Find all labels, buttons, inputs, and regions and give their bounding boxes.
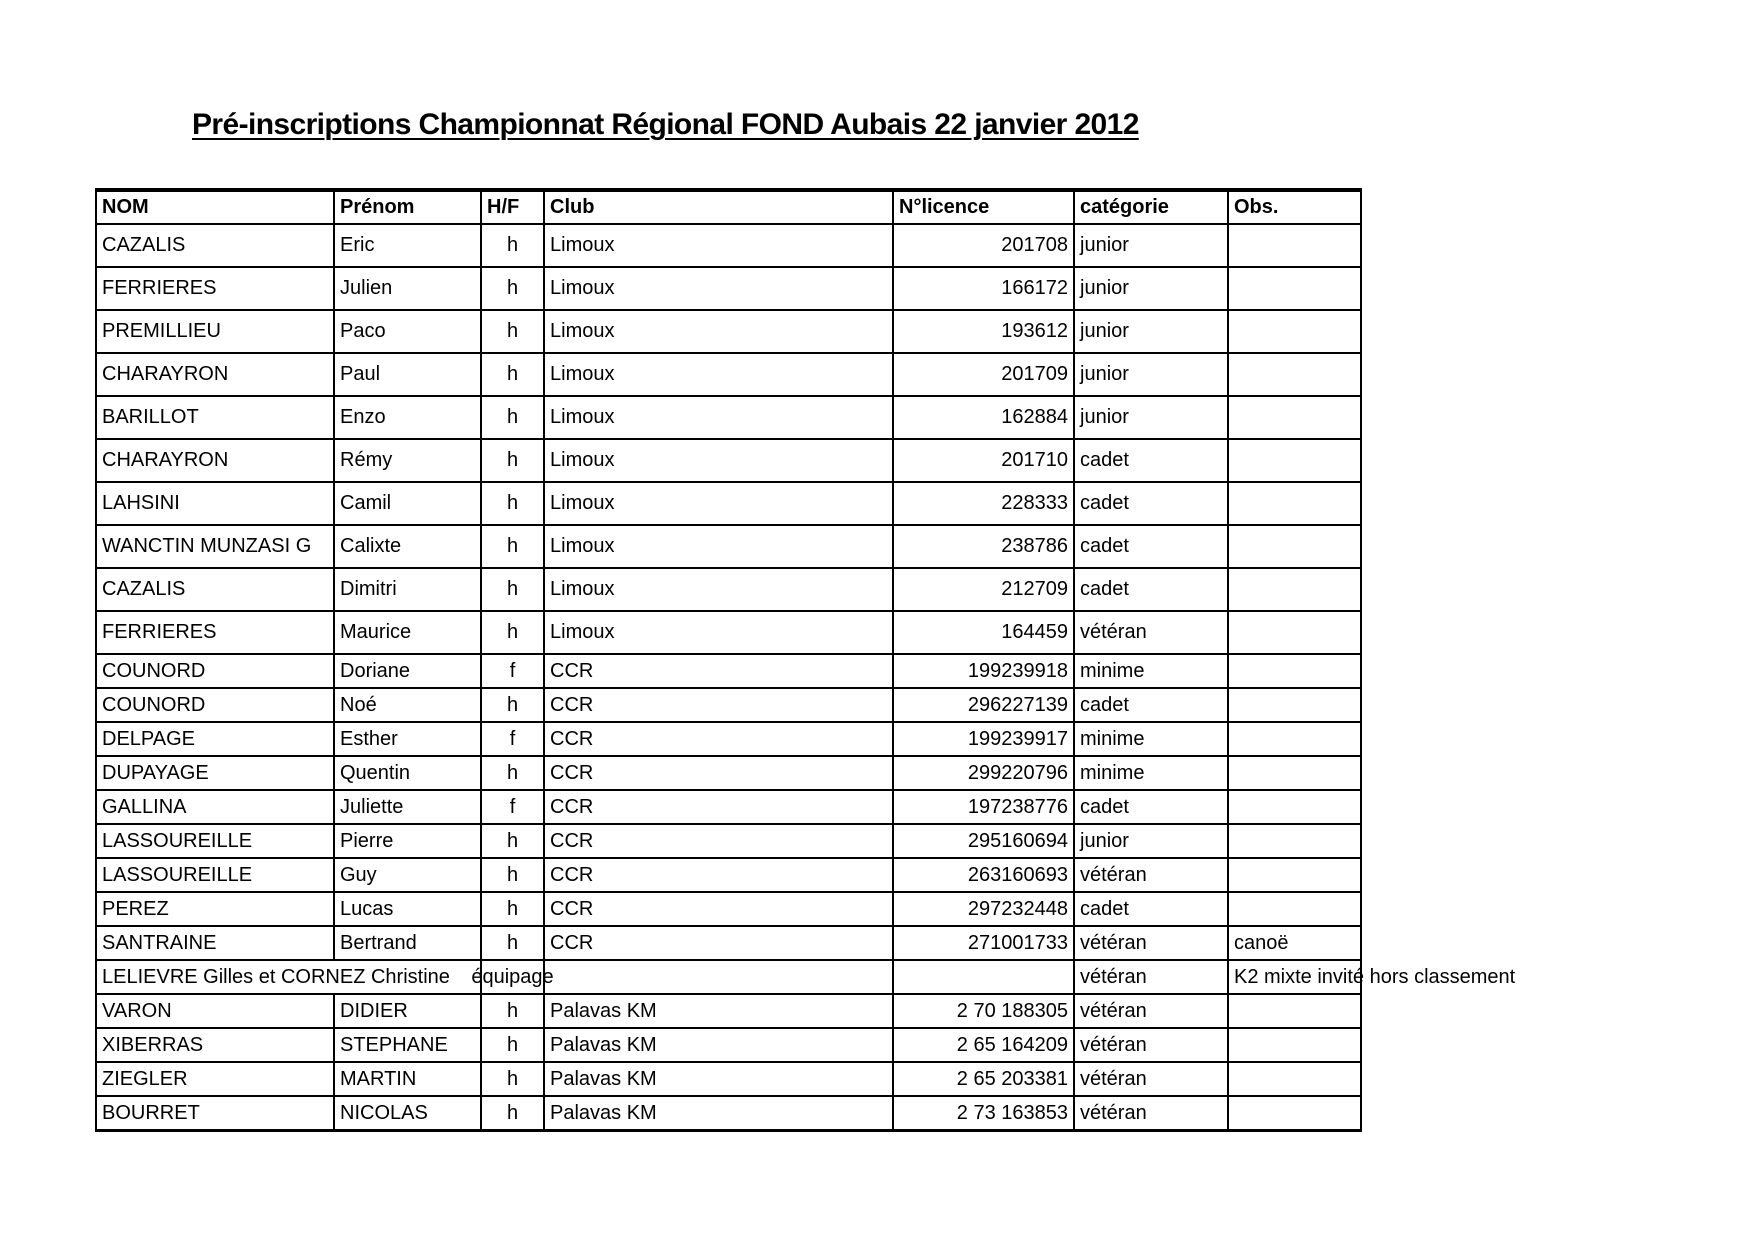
cell-nom-text: LELIEVRE Gilles et CORNEZ Christine bbox=[102, 965, 450, 988]
cell-categorie: cadet bbox=[1074, 688, 1228, 722]
cell-nom: WANCTIN MUNZASI G bbox=[96, 525, 334, 568]
cell-nom: ZIEGLER bbox=[96, 1062, 334, 1096]
cell-obs bbox=[1228, 892, 1361, 926]
cell-nom: XIBERRAS bbox=[96, 1028, 334, 1062]
cell-prenom: NICOLAS bbox=[334, 1096, 481, 1131]
column-header-nom: NOM bbox=[96, 190, 334, 224]
cell-hf: f bbox=[481, 722, 544, 756]
cell-hf: h bbox=[481, 1028, 544, 1062]
table-row bbox=[96, 396, 1361, 439]
cell-hf: f bbox=[481, 654, 544, 688]
cell-nom: VARON bbox=[96, 994, 334, 1028]
table-row bbox=[96, 892, 1361, 926]
cell-hf: h bbox=[481, 824, 544, 858]
table-body bbox=[96, 224, 1516, 1131]
cell-obs: canoë bbox=[1228, 926, 1361, 960]
cell-prenom: Julien bbox=[334, 267, 481, 310]
cell-nom: BOURRET bbox=[96, 1096, 334, 1131]
table-row bbox=[96, 482, 1361, 525]
cell-prenom: Doriane bbox=[334, 654, 481, 688]
column-header-categorie: catégorie bbox=[1074, 190, 1228, 224]
cell-licence: 201708 bbox=[893, 224, 1074, 267]
cell-obs bbox=[1228, 654, 1361, 688]
cell-categorie: cadet bbox=[1074, 525, 1228, 568]
cell-nom: GALLINA bbox=[96, 790, 334, 824]
table-row bbox=[96, 994, 1361, 1028]
cell-prenom: Quentin bbox=[334, 756, 481, 790]
cell-categorie: cadet bbox=[1074, 482, 1228, 525]
cell-nom: FERRIERES bbox=[96, 611, 334, 654]
cell-nom: DUPAYAGE bbox=[96, 756, 334, 790]
cell-hf: h bbox=[481, 892, 544, 926]
column-header-hf: H/F bbox=[481, 190, 544, 224]
cell-hf: h bbox=[481, 482, 544, 525]
cell-club: CCR bbox=[544, 722, 893, 756]
column-header-obs: Obs. bbox=[1228, 190, 1361, 224]
cell-hf: h bbox=[481, 926, 544, 960]
table-row bbox=[96, 611, 1361, 654]
cell-hf-text: équipage bbox=[471, 965, 554, 988]
cell-hf bbox=[471, 960, 554, 994]
cell-hf: h bbox=[481, 353, 544, 396]
cell-nom: SANTRAINE bbox=[96, 926, 334, 960]
cell-licence: 271001733 bbox=[893, 926, 1074, 960]
cell-licence: 212709 bbox=[893, 568, 1074, 611]
cell-prenom: Eric bbox=[334, 224, 481, 267]
cell-obs bbox=[1228, 756, 1361, 790]
cell-prenom: Camil bbox=[334, 482, 481, 525]
cell-obs bbox=[1228, 568, 1361, 611]
cell-prenom: Rémy bbox=[334, 439, 481, 482]
table-row bbox=[96, 824, 1361, 858]
cell-categorie: junior bbox=[1074, 396, 1228, 439]
cell-licence: 166172 bbox=[893, 267, 1074, 310]
cell-club: Limoux bbox=[544, 267, 893, 310]
cell-prenom: Pierre bbox=[334, 824, 481, 858]
cell-licence: 164459 bbox=[893, 611, 1074, 654]
cell-categorie: junior bbox=[1074, 224, 1228, 267]
table-row bbox=[96, 1096, 1361, 1131]
cell-hf: h bbox=[481, 611, 544, 654]
cell-nom: PEREZ bbox=[96, 892, 334, 926]
cell-club: Limoux bbox=[544, 525, 893, 568]
cell-obs bbox=[1228, 439, 1361, 482]
cell-obs bbox=[1228, 611, 1361, 654]
cell-licence: 199239918 bbox=[893, 654, 1074, 688]
table-row bbox=[96, 353, 1361, 396]
registration-table bbox=[95, 188, 1516, 1132]
cell-licence: 197238776 bbox=[893, 790, 1074, 824]
cell-licence: 201710 bbox=[893, 439, 1074, 482]
cell-categorie: vétéran bbox=[1074, 611, 1228, 654]
cell-categorie: junior bbox=[1074, 310, 1228, 353]
cell-club: Limoux bbox=[544, 310, 893, 353]
cell-obs bbox=[1228, 1096, 1361, 1131]
cell-nom: COUNORD bbox=[96, 654, 334, 688]
cell-nom: CHARAYRON bbox=[96, 439, 334, 482]
cell-licence: 2 70 188305 bbox=[893, 994, 1074, 1028]
cell-prenom: Maurice bbox=[334, 611, 481, 654]
table-row bbox=[96, 688, 1361, 722]
table-header-row bbox=[96, 190, 1361, 224]
cell-club bbox=[544, 960, 893, 994]
table-row bbox=[96, 1028, 1361, 1062]
cell-categorie: junior bbox=[1074, 353, 1228, 396]
table-row bbox=[96, 310, 1361, 353]
cell-nom: LAHSINI bbox=[96, 482, 334, 525]
cell-licence: 2 65 203381 bbox=[893, 1062, 1074, 1096]
table-row bbox=[96, 960, 1361, 994]
cell-club: Limoux bbox=[544, 611, 893, 654]
cell-licence: 295160694 bbox=[893, 824, 1074, 858]
cell-licence: 193612 bbox=[893, 310, 1074, 353]
cell-obs bbox=[1228, 1062, 1361, 1096]
cell-categorie: vétéran bbox=[1074, 1028, 1228, 1062]
table-row bbox=[96, 926, 1361, 960]
table-row bbox=[96, 224, 1361, 267]
cell-licence: 228333 bbox=[893, 482, 1074, 525]
cell-obs bbox=[1228, 525, 1361, 568]
cell-hf: h bbox=[481, 1062, 544, 1096]
cell-hf: h bbox=[481, 688, 544, 722]
cell-club: Palavas KM bbox=[544, 994, 893, 1028]
cell-nom: FERRIERES bbox=[96, 267, 334, 310]
cell-prenom: Paul bbox=[334, 353, 481, 396]
cell-licence: 201709 bbox=[893, 353, 1074, 396]
cell-licence: 2 73 163853 bbox=[893, 1096, 1074, 1131]
cell-prenom: Bertrand bbox=[334, 926, 481, 960]
cell-hf: h bbox=[481, 396, 544, 439]
cell-obs bbox=[1228, 688, 1361, 722]
cell-licence: 162884 bbox=[893, 396, 1074, 439]
cell-club: CCR bbox=[544, 790, 893, 824]
cell-categorie: cadet bbox=[1074, 568, 1228, 611]
cell-club: CCR bbox=[544, 858, 893, 892]
cell-club: Limoux bbox=[544, 482, 893, 525]
table-row bbox=[96, 654, 1361, 688]
cell-obs bbox=[1228, 722, 1361, 756]
cell-categorie: vétéran bbox=[1074, 858, 1228, 892]
table-row bbox=[96, 858, 1361, 892]
cell-categorie: vétéran bbox=[1074, 926, 1228, 960]
table-row bbox=[96, 1062, 1361, 1096]
cell-categorie: vétéran bbox=[1074, 1096, 1228, 1131]
cell-nom: PREMILLIEU bbox=[96, 310, 334, 353]
cell-hf: f bbox=[481, 790, 544, 824]
cell-categorie: vétéran bbox=[1074, 994, 1228, 1028]
cell-hf: h bbox=[481, 756, 544, 790]
cell-obs bbox=[1228, 960, 1516, 994]
cell-nom: COUNORD bbox=[96, 688, 334, 722]
cell-prenom: Guy bbox=[334, 858, 481, 892]
cell-nom: LASSOUREILLE bbox=[96, 824, 334, 858]
cell-prenom: DIDIER bbox=[334, 994, 481, 1028]
table-row bbox=[96, 267, 1361, 310]
cell-prenom: Juliette bbox=[334, 790, 481, 824]
cell-nom: DELPAGE bbox=[96, 722, 334, 756]
cell-club: Limoux bbox=[544, 396, 893, 439]
cell-licence: 238786 bbox=[893, 525, 1074, 568]
cell-obs bbox=[1228, 482, 1361, 525]
table-row bbox=[96, 722, 1361, 756]
table-row bbox=[96, 790, 1361, 824]
cell-obs bbox=[1228, 396, 1361, 439]
cell-obs bbox=[1228, 224, 1361, 267]
cell-club: Limoux bbox=[544, 224, 893, 267]
cell-prenom: Calixte bbox=[334, 525, 481, 568]
column-header-prenom: Prénom bbox=[334, 190, 481, 224]
cell-obs bbox=[1228, 994, 1361, 1028]
cell-hf: h bbox=[481, 439, 544, 482]
cell-licence: 296227139 bbox=[893, 688, 1074, 722]
cell-categorie: cadet bbox=[1074, 790, 1228, 824]
cell-categorie: vétéran bbox=[1074, 960, 1228, 994]
cell-hf: h bbox=[481, 310, 544, 353]
cell-club: Limoux bbox=[544, 353, 893, 396]
cell-licence: 299220796 bbox=[893, 756, 1074, 790]
cell-categorie: cadet bbox=[1074, 439, 1228, 482]
cell-prenom: STEPHANE bbox=[334, 1028, 481, 1062]
cell-licence: 2 65 164209 bbox=[893, 1028, 1074, 1062]
cell-nom: CAZALIS bbox=[96, 568, 334, 611]
cell-hf: h bbox=[481, 1096, 544, 1131]
cell-obs bbox=[1228, 353, 1361, 396]
cell-obs bbox=[1228, 824, 1361, 858]
cell-obs bbox=[1228, 1028, 1361, 1062]
cell-hf: h bbox=[481, 994, 544, 1028]
cell-categorie: junior bbox=[1074, 267, 1228, 310]
cell-club: Limoux bbox=[544, 568, 893, 611]
cell-club: CCR bbox=[544, 654, 893, 688]
cell-nom: LASSOUREILLE bbox=[96, 858, 334, 892]
cell-prenom: Enzo bbox=[334, 396, 481, 439]
cell-club: CCR bbox=[544, 892, 893, 926]
cell-nom: CHARAYRON bbox=[96, 353, 334, 396]
cell-prenom: Noé bbox=[334, 688, 481, 722]
cell-club: Palavas KM bbox=[544, 1096, 893, 1131]
cell-prenom: MARTIN bbox=[334, 1062, 481, 1096]
cell-prenom: Dimitri bbox=[334, 568, 481, 611]
cell-prenom: Esther bbox=[334, 722, 481, 756]
cell-licence bbox=[893, 960, 1074, 994]
cell-prenom: Paco bbox=[334, 310, 481, 353]
cell-categorie: cadet bbox=[1074, 892, 1228, 926]
cell-club: Palavas KM bbox=[544, 1062, 893, 1096]
cell-licence: 199239917 bbox=[893, 722, 1074, 756]
table-row bbox=[96, 439, 1361, 482]
cell-categorie: junior bbox=[1074, 824, 1228, 858]
cell-obs bbox=[1228, 858, 1361, 892]
cell-hf: h bbox=[481, 568, 544, 611]
cell-licence: 263160693 bbox=[893, 858, 1074, 892]
cell-club: CCR bbox=[544, 824, 893, 858]
table-row bbox=[96, 568, 1361, 611]
cell-obs bbox=[1228, 790, 1361, 824]
cell-hf: h bbox=[481, 525, 544, 568]
cell-categorie: minime bbox=[1074, 722, 1228, 756]
cell-obs-text: K2 mixte invité hors classement bbox=[1234, 965, 1516, 988]
cell-club: CCR bbox=[544, 926, 893, 960]
page-title: Pré-inscriptions Championnat Régional FOND Aubais 22 janvier 2012 bbox=[192, 108, 1139, 141]
cell-prenom: Lucas bbox=[334, 892, 481, 926]
cell-obs bbox=[1228, 267, 1361, 310]
cell-hf: h bbox=[481, 858, 544, 892]
column-header-licence: N°licence bbox=[893, 190, 1074, 224]
cell-nom: BARILLOT bbox=[96, 396, 334, 439]
cell-nom bbox=[96, 960, 481, 994]
cell-obs bbox=[1228, 310, 1361, 353]
cell-hf: h bbox=[481, 224, 544, 267]
cell-club: CCR bbox=[544, 756, 893, 790]
cell-club: Palavas KM bbox=[544, 1028, 893, 1062]
cell-licence: 297232448 bbox=[893, 892, 1074, 926]
cell-club: Limoux bbox=[544, 439, 893, 482]
cell-nom: CAZALIS bbox=[96, 224, 334, 267]
cell-categorie: minime bbox=[1074, 756, 1228, 790]
cell-categorie: vétéran bbox=[1074, 1062, 1228, 1096]
table-row bbox=[96, 756, 1361, 790]
cell-hf: h bbox=[481, 267, 544, 310]
table-row bbox=[96, 525, 1361, 568]
cell-categorie: minime bbox=[1074, 654, 1228, 688]
column-header-club: Club bbox=[544, 190, 893, 224]
cell-club: CCR bbox=[544, 688, 893, 722]
